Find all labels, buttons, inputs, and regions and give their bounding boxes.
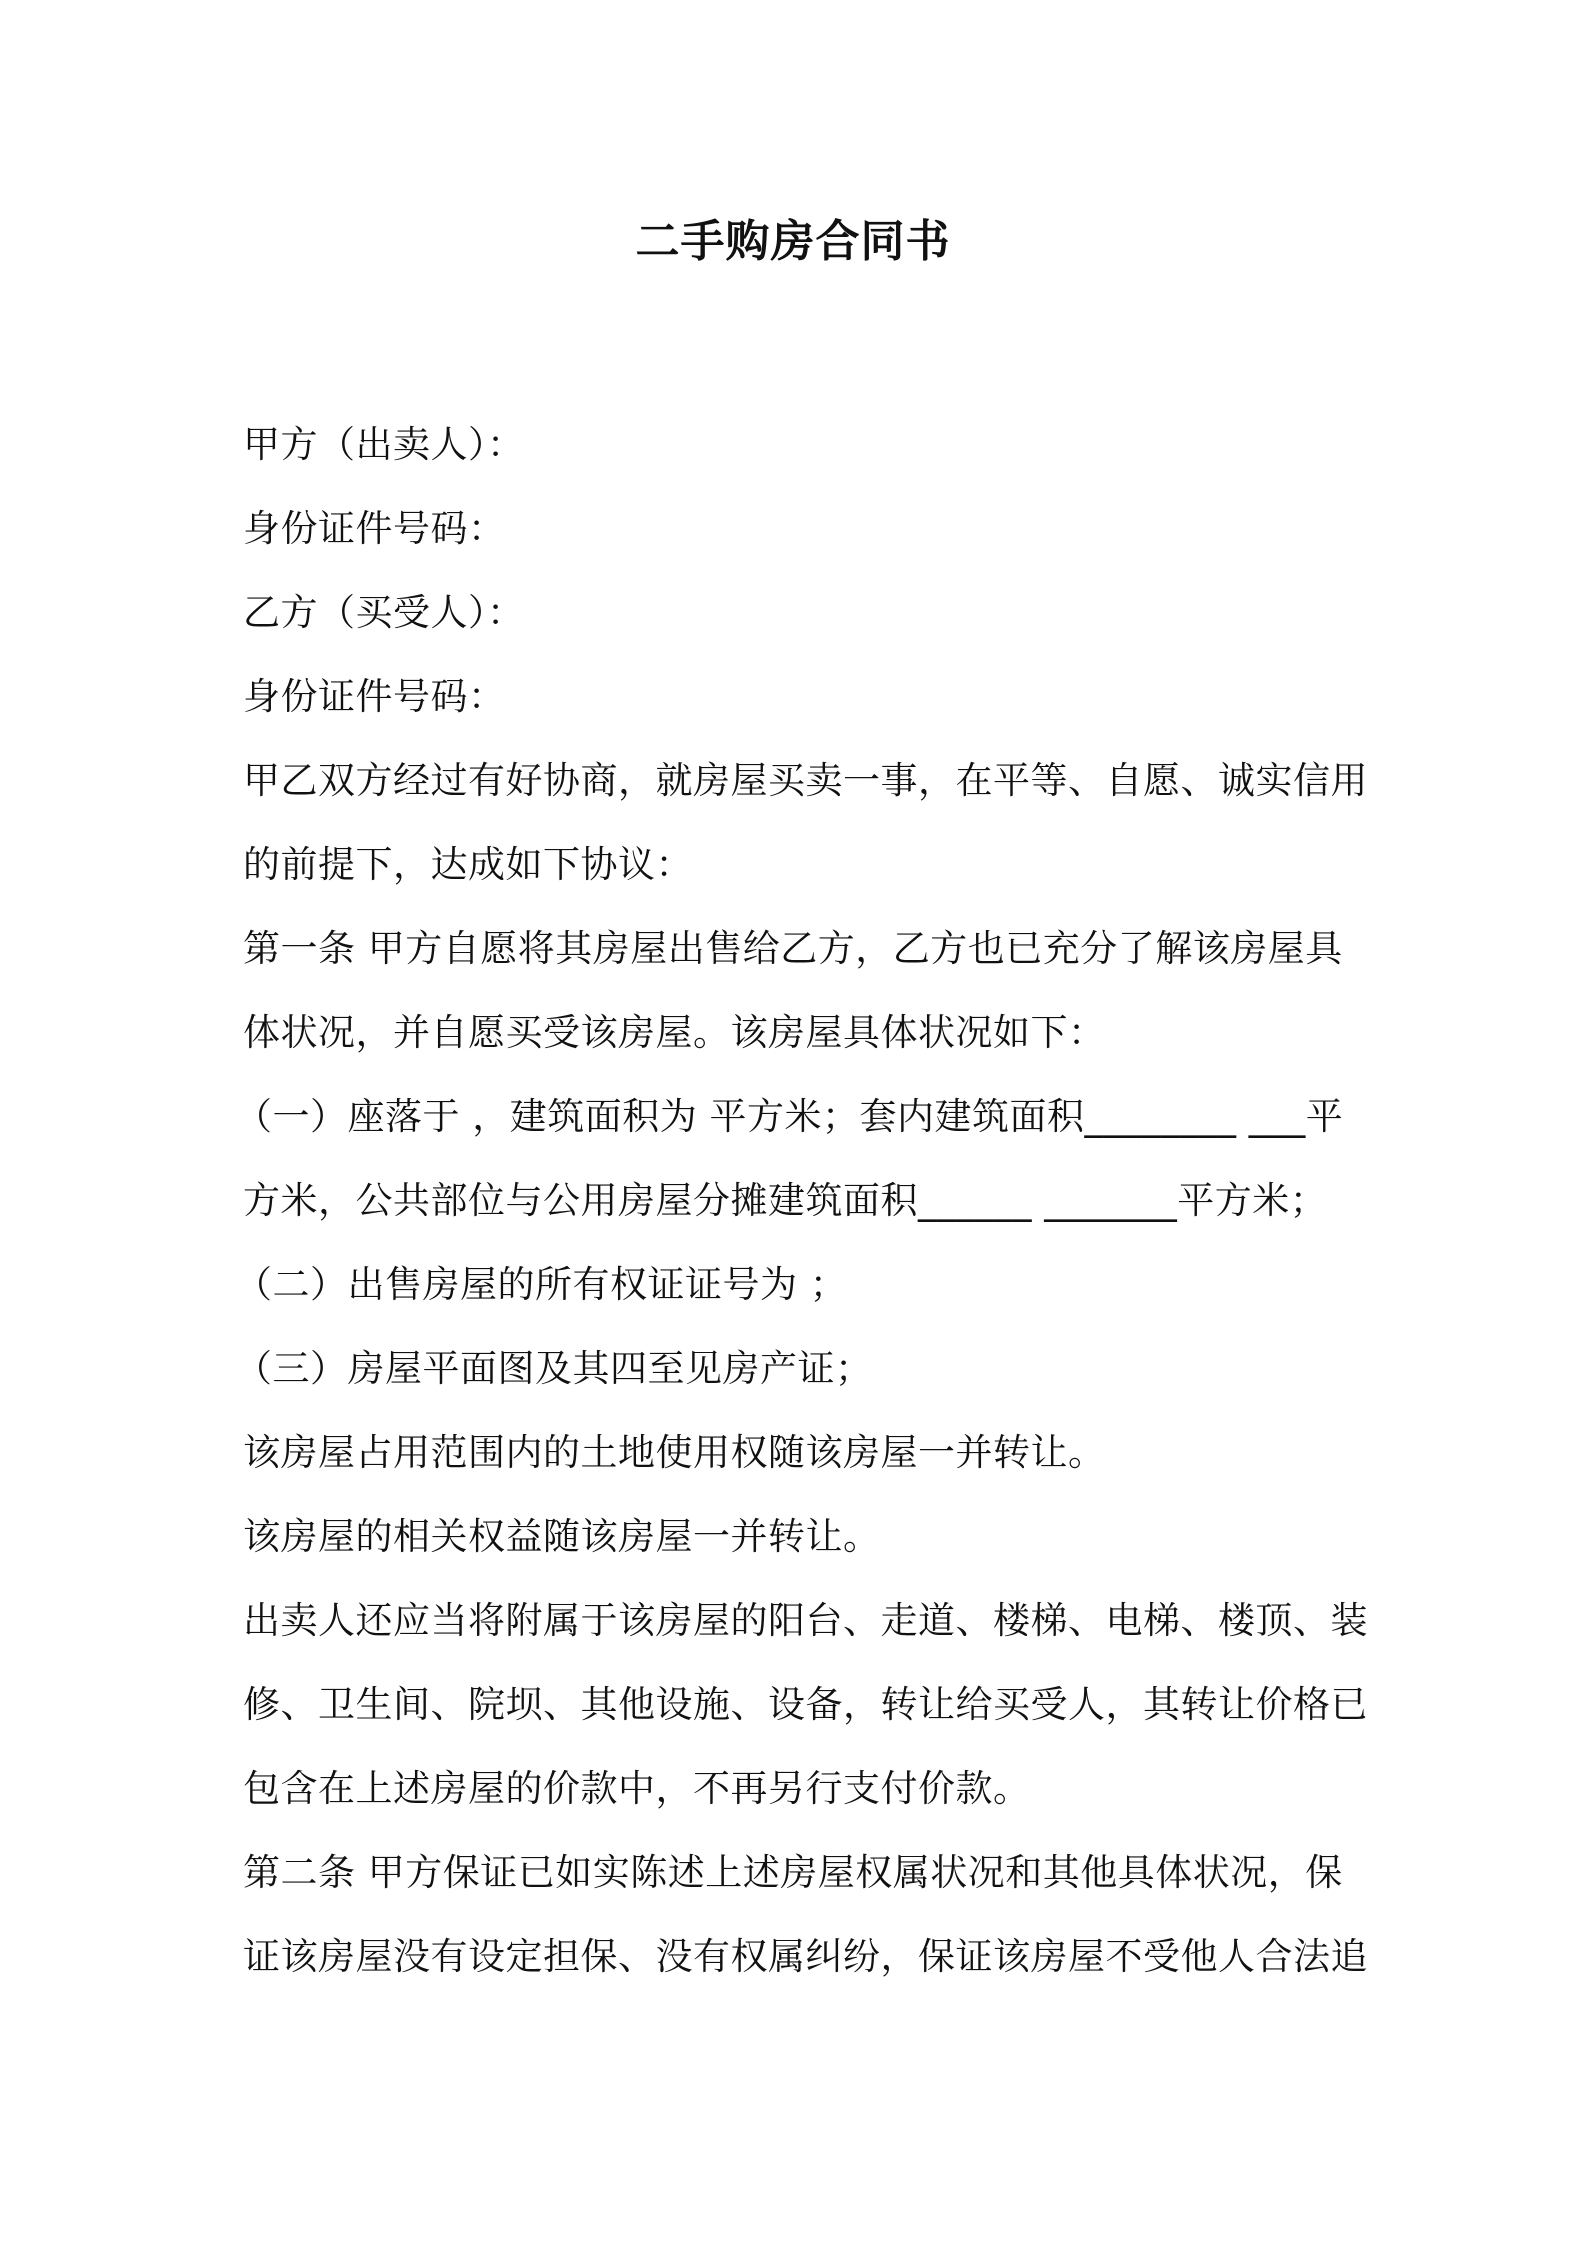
preamble-line-2: 的前提下，达成如下协议：	[243, 843, 693, 886]
item-1-line-1: （一）座落于 ，建筑面积为 平方米；套内建筑面积________ ___平	[235, 1095, 1344, 1138]
article-2-line-1: 第二条 甲方保证已如实陈述上述房屋权属状况和其他具体状况，保	[243, 1851, 1343, 1894]
item-3-line: （三）房屋平面图及其四至见房产证；	[235, 1347, 873, 1390]
land-use-right-line: 该房屋占用范围内的土地使用权随该房屋一并转让。	[243, 1431, 1106, 1474]
related-rights-line: 该房屋的相关权益随该房屋一并转让。	[243, 1515, 881, 1558]
item-2-line: （二）出售房屋的所有权证证号为 ；	[235, 1263, 848, 1306]
document-body	[235, 403, 1368, 1999]
attachments-line-1: 出卖人还应当将附属于该房屋的阳台、走道、楼梯、电梯、楼顶、装	[243, 1599, 1368, 1642]
item-1-line-2: 方米，公共部位与公用房屋分摊建筑面积______ _______平方米；	[243, 1179, 1328, 1222]
party-a-seller-line: 甲方（出卖人）：	[243, 423, 525, 466]
document-title: 二手购房合同书	[635, 216, 951, 267]
article-1-line-1: 第一条 甲方自愿将其房屋出售给乙方，乙方也已充分了解该房屋具	[243, 927, 1343, 970]
preamble-line-1: 甲乙双方经过有好协商，就房屋买卖一事，在平等、自愿、诚实信用	[243, 759, 1368, 802]
article-1-line-2: 体状况，并自愿买受该房屋。该房屋具体状况如下：	[243, 1011, 1106, 1054]
party-a-id-line: 身份证件号码：	[243, 507, 506, 550]
party-b-buyer-line: 乙方（买受人）：	[243, 591, 525, 634]
party-b-id-line: 身份证件号码：	[243, 675, 506, 718]
attachments-line-3: 包含在上述房屋的价款中，不再另行支付价款。	[243, 1767, 1031, 1810]
article-2-line-2: 证该房屋没有设定担保、没有权属纠纷，保证该房屋不受他人合法追	[243, 1935, 1368, 1978]
attachments-line-2: 修、卫生间、院坝、其他设施、设备，转让给买受人，其转让价格已	[243, 1683, 1368, 1726]
